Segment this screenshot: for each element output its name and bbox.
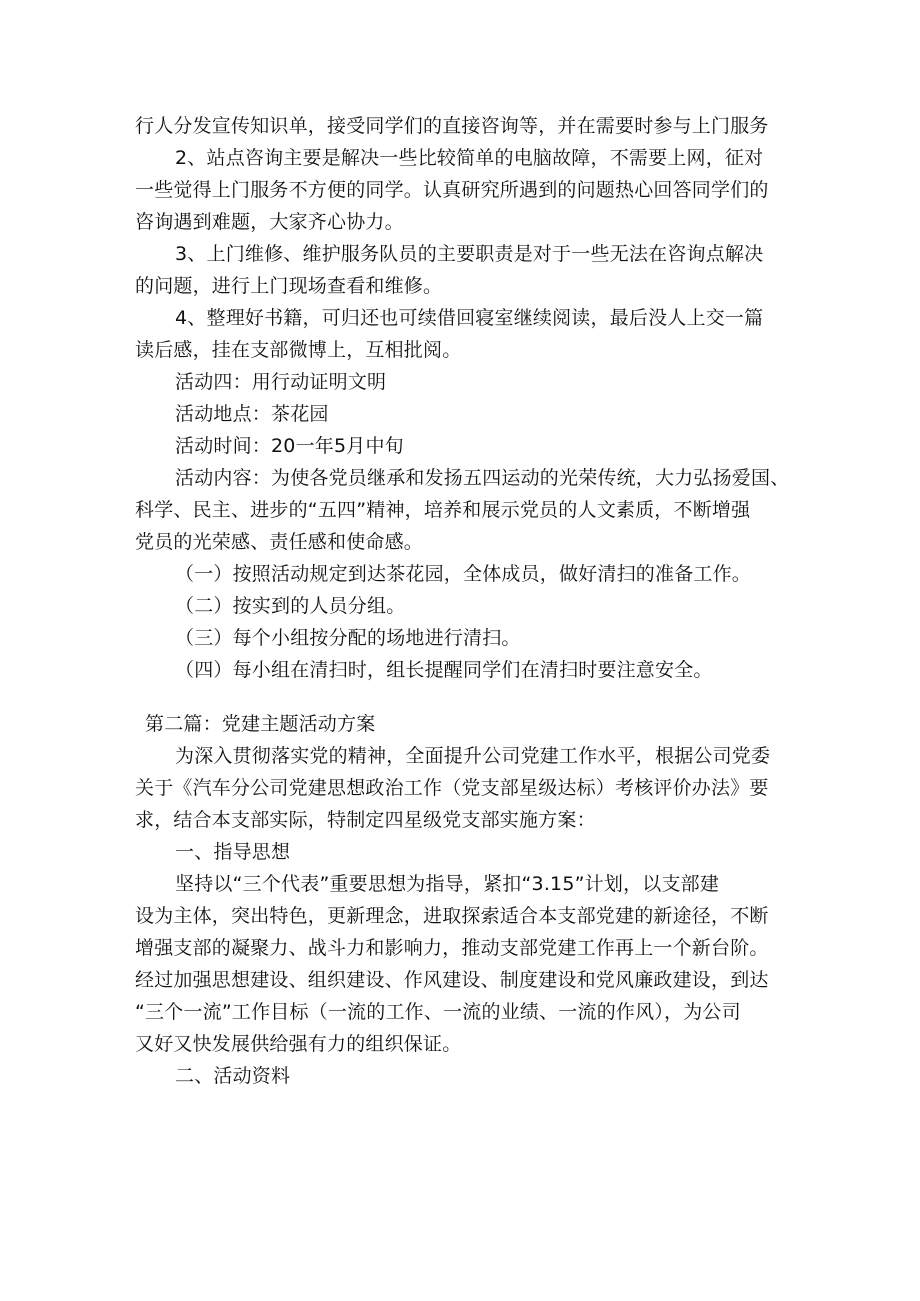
subsection-heading: 一、指导思想: [175, 841, 291, 863]
list-item: （二）按实到的人员分组。: [175, 595, 406, 617]
paragraph-line: 的问题，进行上门现场查看和维修。: [135, 275, 443, 297]
paragraph-line: 一些觉得上门服务不方便的同学。认真研究所遇到的问题热心回答同学们的: [135, 179, 769, 201]
paragraph-line: 咨询遇到难题，大家齐心协力。: [135, 211, 404, 233]
paragraph-line: 关于《汽车分公司党建思想政治工作（党支部星级达标）考核评价办法》要: [135, 777, 769, 799]
paragraph-line: “三个一流”工作目标（一流的工作、一流的业绩、一流的作风），为公司: [135, 1001, 741, 1023]
list-item: （一）按照活动规定到达茶花园，全体成员，做好清扫的准备工作。: [175, 563, 752, 585]
paragraph-line: 读后感，挂在支部微博上，互相批阅。: [135, 339, 462, 361]
paragraph-line: 4、整理好书籍，可归还也可续借回寝室继续阅读，最后没人上交一篇: [175, 307, 764, 329]
paragraph-line: 为深入贯彻落实党的精神，全面提升公司党建工作水平，根据公司党委: [175, 745, 771, 767]
paragraph-line: 又好又快发展供给强有力的组织保证。: [135, 1033, 462, 1055]
paragraph-line: 求，结合本支部实际，特制定四星级党支部实施方案：: [135, 809, 596, 831]
paragraph-line: 设为主体，突出特色，更新理念，进取探索适合本支部党建的新途径，不断: [135, 905, 769, 927]
activity-content: 活动内容：为使各党员继承和发扬五四运动的光荣传统，大力弘扬爱国、: [175, 467, 790, 489]
paragraph-line: 3、上门维修、维护服务队员的主要职责是对于一些无法在咨询点解决: [175, 243, 764, 265]
paragraph-line: 行人分发宣传知识单，接受同学们的直接咨询等，并在需要时参与上门服务: [135, 115, 769, 137]
list-item: （四）每小组在清扫时，组长提醒同学们在清扫时要注意安全。: [175, 659, 713, 681]
section-gap: [135, 686, 795, 708]
document-body: [135, 110, 795, 1092]
activity-title: 活动四：用行动证明文明: [175, 371, 387, 393]
subsection-heading: 二、活动资料: [175, 1065, 291, 1087]
activity-time: 活动时间：20一年5月中旬: [175, 435, 404, 457]
activity-location: 活动地点：茶花园: [175, 403, 329, 425]
paragraph-line: 科学、民主、进步的“五四”精神，培养和展示党员的人文素质，不断增强: [135, 499, 751, 521]
section-heading: 第二篇：党建主题活动方案: [145, 713, 376, 735]
list-item: （三）每个小组按分配的场地进行清扫。: [175, 627, 521, 649]
paragraph-line: 经过加强思想建设、组织建设、作风建设、制度建设和党风廉政建设，到达: [135, 969, 769, 991]
paragraph-line: 坚持以“三个代表”重要思想为指导，紧扣“3.15”计划，以支部建: [175, 873, 720, 895]
paragraph-line: 增强支部的凝聚力、战斗力和影响力，推动支部党建工作再上一个新台阶。: [135, 937, 769, 959]
paragraph-line: 党员的光荣感、责任感和使命感。: [135, 531, 424, 553]
paragraph-line: 2、站点咨询主要是解决一些比较简单的电脑故障，不需要上网，征对: [175, 147, 764, 169]
